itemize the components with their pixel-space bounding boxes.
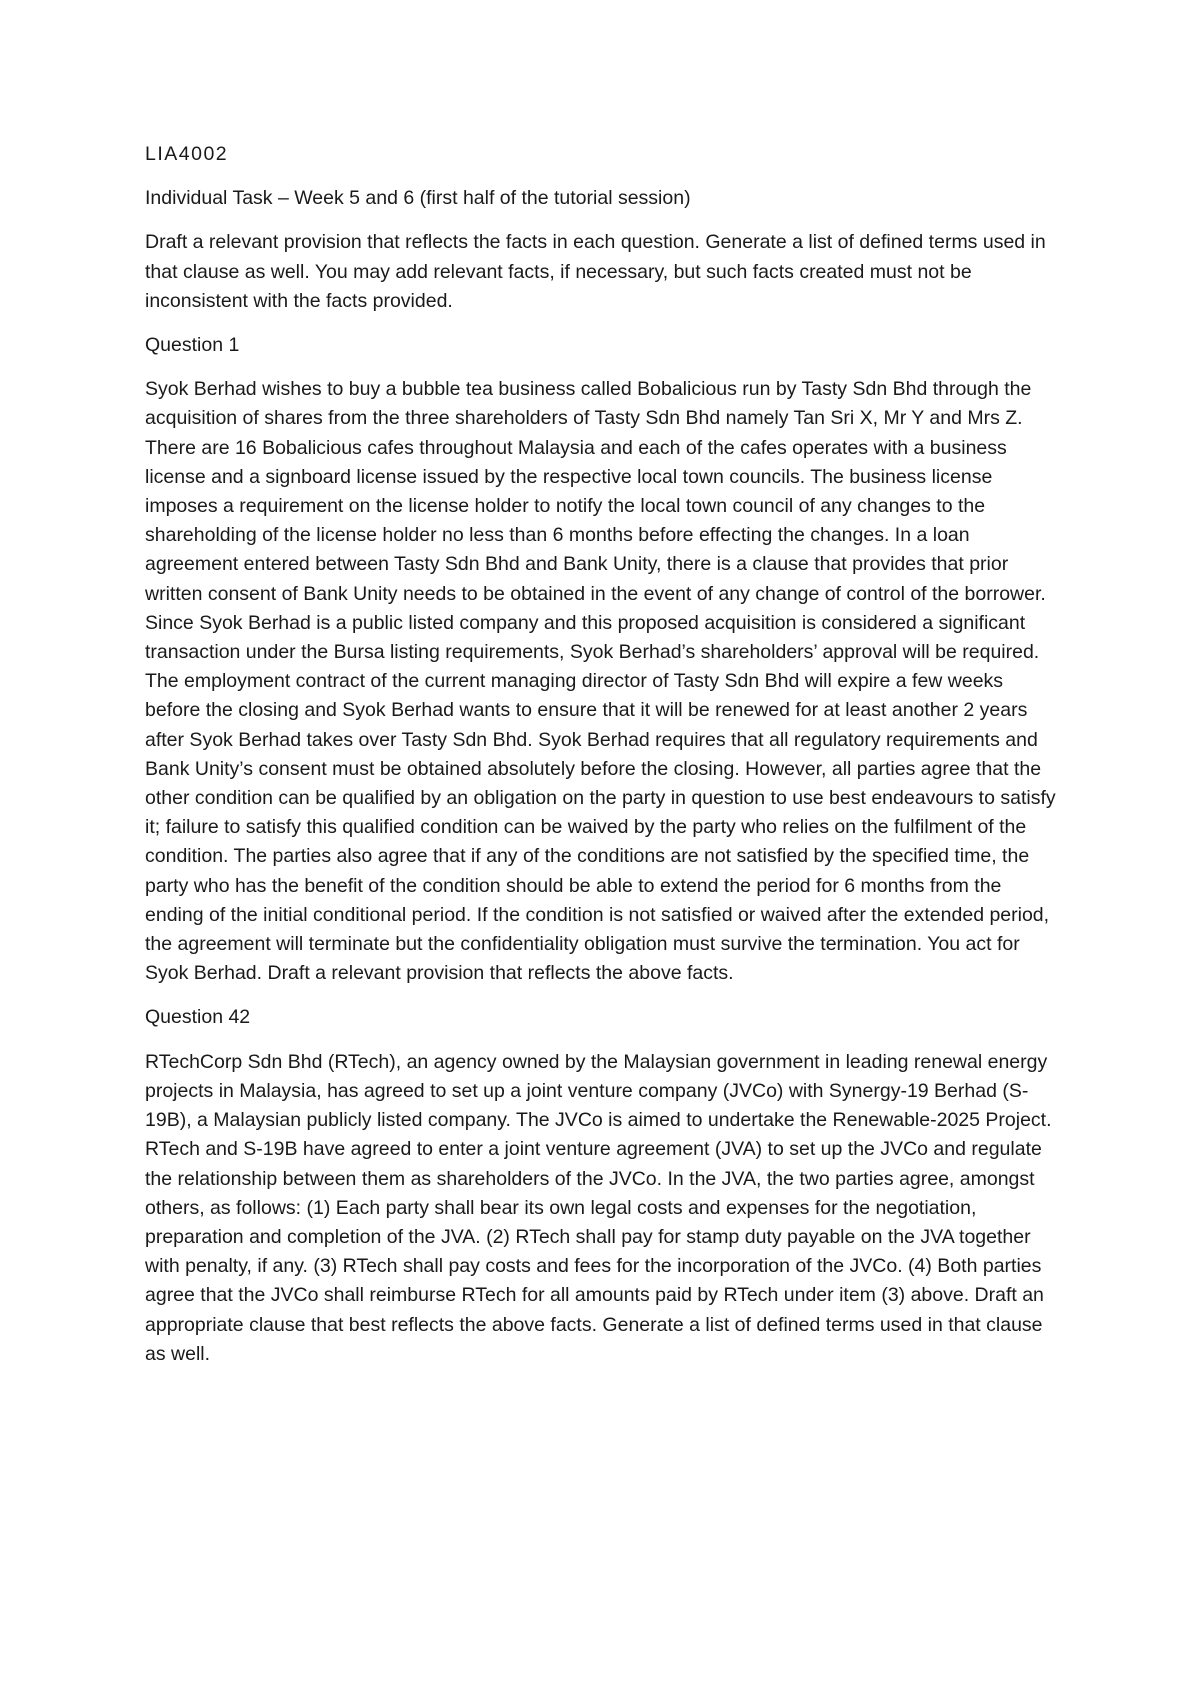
- question-1-body: Syok Berhad wishes to buy a bubble tea business called Bobalicious run by Tasty Sdn Bhd through the acquisition of shares from the three shareholders of Tasty Sdn Bhd namely Tan Sri X, Mr Y and Mrs Z. There are 16 Bobalicious cafes throughout Malaysia and each of the cafes operates with a business license and a signboard license issued by the respective local town councils. The business license imposes a requirement on the license holder to notify the local town council of any changes to the shareholding of the license holder no less than 6 months before effecting the changes. In a loan agreement entered between Tasty Sdn Bhd and Bank Unity, there is a clause that provides that prior written consent of Bank Unity needs to be obtained in the event of any change of control of the borrower. Since Syok Berhad is a public listed company and this proposed acquisition is considered a significant transaction under the Bursa listing requirements, Syok Berhad’s shareholders’ approval will be required. The employment contract of the current managing director of Tasty Sdn Bhd will expire a few weeks before the closing and Syok Berhad wants to ensure that it will be renewed for at least another 2 years after Syok Berhad takes over Tasty Sdn Bhd. Syok Berhad requires that all regulatory requirements and Bank Unity’s consent must be obtained absolutely before the closing. However, all parties agree that the other condition can be qualified by an obligation on the party in question to use best endeavours to satisfy it; failure to satisfy this qualified condition can be waived by the party who relies on the fulfilment of the condition. The parties also agree that if any of the conditions are not satisfied by the specified time, the party who has the benefit of the condition should be able to extend the period for 6 months from the ending of the initial conditional period. If the condition is not satisfied or waived after the extended period, the agreement will terminate but the confidentiality obligation must survive the termination. You act for Syok Berhad. Draft a relevant provision that reflects the above facts.: [145, 378, 1056, 985]
- task-title: Individual Task – Week 5 and 6 (first half of the tutorial session): [145, 187, 691, 210]
- instructions-paragraph: Draft a relevant provision that reflects the facts in each question. Generate a list of defined terms used in that clause as well. You may add relevant facts, if necessary, but such facts created must not be inconsistent with the facts provided.: [145, 231, 1046, 312]
- course-code: LIA4002: [145, 143, 229, 165]
- question-1-heading: Question 1: [145, 334, 240, 357]
- question-42-body: RTechCorp Sdn Bhd (RTech), an agency owned by the Malaysian government in leading renewal energy projects in Malaysia, has agreed to set up a joint venture company (JVCo) with Synergy-19 Berhad (S-19B), a Malaysian publicly listed company. The JVCo is aimed to undertake the Renewable-2025 Project. RTech and S-19B have agreed to enter a joint venture agreement (JVA) to set up the JVCo and regulate the relationship between them as shareholders of the JVCo. In the JVA, the two parties agree, amongst others, as follows: (1) Each party shall bear its own legal costs and expenses for the negotiation, preparation and completion of the JVA. (2) RTech shall pay for stamp duty payable on the JVA together with penalty, if any. (3) RTech shall pay costs and fees for the incorporation of the JVCo. (4) Both parties agree that the JVCo shall reimburse RTech for all amounts paid by RTech under item (3) above. Draft an appropriate clause that best reflects the above facts. Generate a list of defined terms used in that clause as well.: [145, 1050, 1052, 1365]
- document-content: [145, 140, 1063, 1384]
- question-42-heading: Question 42: [145, 1006, 251, 1029]
